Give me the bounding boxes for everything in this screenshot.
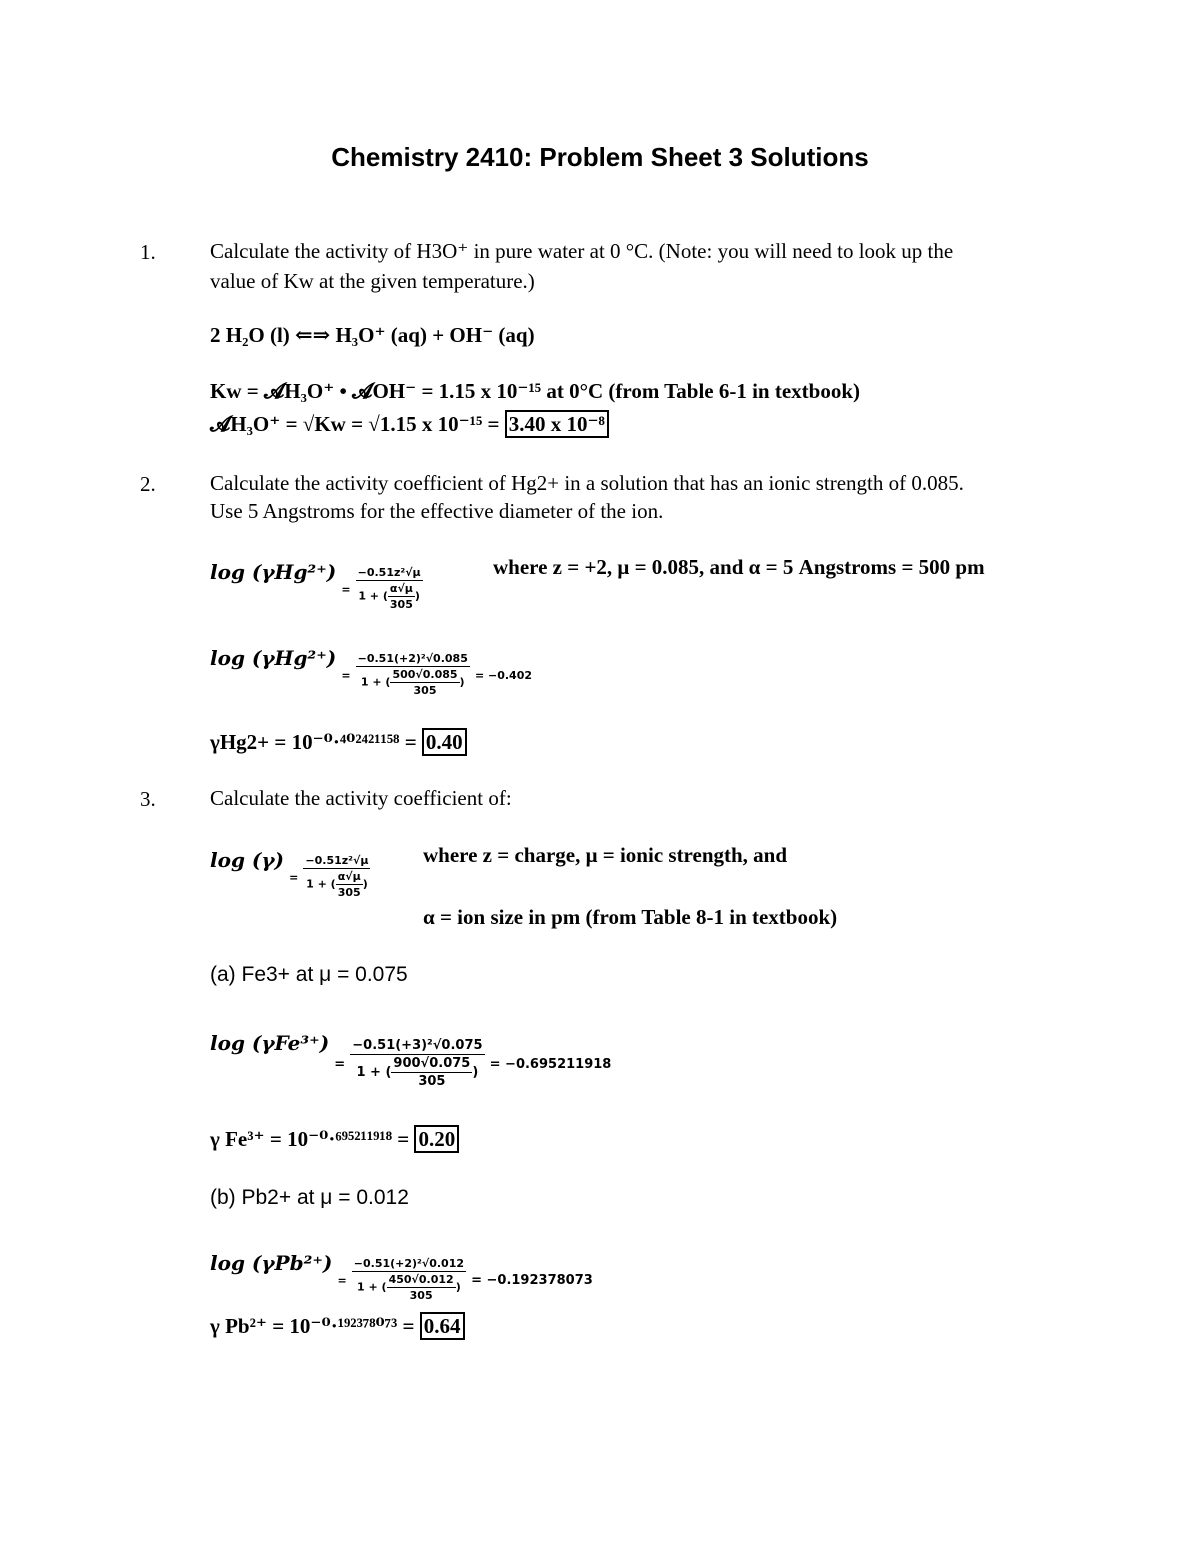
equation-q2-general: log (γHg²⁺) $_=$ −0.51z²√μ 1 + ( $\frac{\alpha√\mu}{305}$ ) [210,560,421,611]
answer-box-q2: 0.40 [422,728,467,756]
activity-equation-text: 𝓐H₃O⁺ = √Kw = √1.15 x 10⁻¹⁵ = [210,412,500,436]
gamma-equation-q3a: γ Fe³⁺ = 10⁻⁰·⁶⁹⁵²¹¹⁹¹⁸ = 0.20 [210,1126,459,1152]
question-3-line-1: Calculate the activity coefficient of: [210,786,512,810]
question-2-number: 2. [140,472,156,496]
fraction: −0.51(+2)²√0.085 1 + ( $\frac{500√0.085}{305}$ ) [357,652,468,697]
fraction: −0.51(+2)²√0.012 1 + ( $\frac{450√0.012}{305}$ ) [353,1257,464,1302]
equation-q3b: log (γPb²⁺) $_=$ −0.51(+2)²√0.012 1 + ( $\frac{450√0.012}{305}$ ) $_{= -0.192378073}$ [210,1251,593,1302]
question-2-line-2: Use 5 Angstroms for the effective diameter of the ion. [210,499,664,523]
q2-where-clause: where z = +2, μ = 0.085, and α = 5 Angstroms = 500 pm [493,555,985,579]
kw-equation: Kw = 𝓐H₃O⁺ • 𝓐OH⁻ = 1.15 x 10⁻¹⁵ at 0°C (from Table 6-1 in textbook) [210,379,861,403]
fraction: −0.51z²√μ 1 + ( $\frac{\alpha√\mu}{305}$ ) [305,854,369,899]
answer-box-q3a: 0.20 [414,1125,459,1153]
question-1-line-1: Calculate the activity of H3O⁺ in pure water at 0 °C. (Note: you will need to look up the [210,239,954,263]
fraction-numerator: −0.51z²√μ [357,566,421,579]
question-1-number: 1. [140,240,156,264]
equation-q3-general: log (γ) $_=$ −0.51z²√μ 1 + ( $\frac{\alpha√\mu}{305}$ ) [210,848,369,899]
equation-q3a: log (γFe³⁺) $_=$ −0.51(+3)²√0.075 1 + ( $\frac{900√0.075}{305}$ ) $_{= -0.695211918}$ [210,1031,612,1089]
result: = −0.402 [474,669,533,682]
activity-equation [210,411,609,437]
part-a-label: (a) Fe3+ at μ = 0.075 [210,963,408,986]
fraction: −0.51z²√μ 1 + ( $\frac{\alpha√\mu}{305}$ ) [357,566,421,611]
q3-where-clause-2: α = ion size in pm (from Table 8-1 in textbook) [423,905,838,929]
gamma-equation-q2: γHg2+ = 10⁻⁰·⁴⁰²⁴²¹¹⁵⁸ = 0.40 [210,729,467,755]
inner-denominator: 305 [389,598,413,611]
page-title: Chemistry 2410: Problem Sheet 3 Solutions [331,142,869,172]
answer-box-q1: 3.40 x 10⁻⁸ [505,410,609,438]
inner-numerator: α√μ [389,582,413,595]
gamma-equation-q3b: γ Pb²⁺ = 10⁻⁰·¹⁹²³⁷⁸⁰⁷³ = 0.64 [210,1313,465,1339]
answer-box-q3b: 0.64 [420,1312,465,1340]
equation-q2-substituted: log (γHg²⁺) $_=$ −0.51(+2)²√0.085 1 + ( $\frac{500√0.085}{305}$ ) $_{= -0.402}$ [210,646,533,697]
fraction: −0.51(+3)²√0.075 1 + ( $\frac{900√0.075}{305}$ ) [352,1038,483,1089]
question-2-line-1: Calculate the activity coefficient of Hg2+ in a solution that has an ionic strength of 0.085. [210,471,964,495]
question-3-number: 3. [140,787,156,811]
reaction-equation: 2 H₂O (l) ⇐⇒ H₃O⁺ (aq) + OH⁻ (aq) [210,323,535,347]
part-b-label: (b) Pb2+ at μ = 0.012 [210,1186,409,1209]
question-1-line-2: value of Kw at the given temperature.) [210,269,535,293]
log-label: log (γHg²⁺) [210,560,337,584]
q3-where-clause-1: where z = charge, μ = ionic strength, and [423,843,788,867]
